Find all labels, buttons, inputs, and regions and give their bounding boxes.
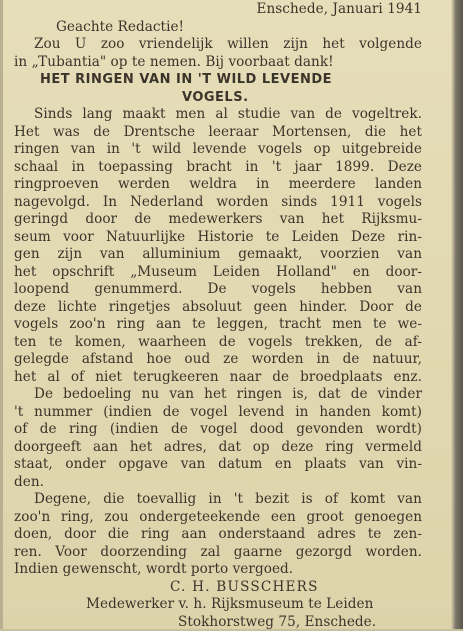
paragraph-line: of de ring (indien de vogel dood gevonden wordt) xyxy=(14,421,422,439)
signature-title: Medewerker v. h. Rijksmuseum te Leiden xyxy=(14,596,422,614)
intro-line: in „Tubantia" op te nemen. Bij voorbaat dank! xyxy=(14,54,422,72)
paragraph-line: deze lichte ringetjes absoluut geen hinder. Door de xyxy=(14,299,422,317)
paragraph-line: Degene, die toevallig in 't bezit is of komt van xyxy=(14,491,422,509)
letter-body xyxy=(14,0,422,631)
paragraph-line: het opschrift „Museum Leiden Holland" en door- xyxy=(14,264,422,282)
paragraph-1 xyxy=(14,106,422,386)
paragraph-line: De bedoeling nu van het ringen is, dat de vinder xyxy=(14,386,422,404)
headline-line: VOGELS. xyxy=(14,89,422,107)
paragraph-line: doorgeeft aan het adres, dat op deze ring vermeld xyxy=(14,439,422,457)
paragraph-line: schaal in toepassing bracht in 't jaar 1899. Deze xyxy=(14,159,422,177)
paragraph-line: doen, door die ring aan onderstaand adres te zen- xyxy=(14,526,422,544)
paragraph-line: gen zijn van alluminium gemaakt, voorzien van xyxy=(14,246,422,264)
paragraph-line: gelegde afstand hoe oud ze worden in de natuur, xyxy=(14,351,422,369)
paragraph-line: zoo'n ring, zou ondergeteekende een groot genoegen xyxy=(14,509,422,527)
paragraph-line: nagevolgd. In Nederland worden sinds 1911 vogels xyxy=(14,194,422,212)
headline xyxy=(14,71,422,106)
paragraph-line: vogels zoo'n ring aan te leggen, tracht men te we- xyxy=(14,316,422,334)
paragraph-line: ren. Voor doorzending zal gaarne gezorgd worden. xyxy=(14,544,422,562)
paragraph-line: geringd door de medewerkers van het Rijksmu- xyxy=(14,211,422,229)
paragraph-line: Indien gewenscht, wordt porto vergoed. xyxy=(14,561,422,579)
intro-line: Zou U zoo vriendelijk willen zijn het volgende xyxy=(14,36,422,54)
dateline: Enschede, Januari 1941 xyxy=(14,0,422,19)
salutation: Geachte Redactie! xyxy=(14,19,422,37)
signature-block xyxy=(14,579,422,631)
signature-address: Stokhorstweg 75, Enschede. xyxy=(14,614,422,631)
paragraph-line: loopend genummerd. De vogels hebben van xyxy=(14,281,422,299)
headline-line: HET RINGEN VAN IN 'T WILD LEVENDE xyxy=(14,71,422,89)
paragraph-line: het al of niet terugkeeren naar de broedplaats enz. xyxy=(14,369,422,387)
paragraph-line: ringen van in 't wild levende vogels op uitgebreide xyxy=(14,141,422,159)
paragraph-line: den. xyxy=(14,474,422,492)
page-edge-left xyxy=(0,0,3,629)
signature-name: C. H. BUSSCHERS xyxy=(14,579,422,597)
paragraph-line: seum voor Natuurlijke Historie te Leiden Deze rin- xyxy=(14,229,422,247)
paragraph-line: 't nummer (indien de vogel levend in handen komt) xyxy=(14,404,422,422)
paragraph-line: ringproeven werden weldra in meerdere landen xyxy=(14,176,422,194)
paragraph-3 xyxy=(14,491,422,579)
paragraph-line: ten te komen, waarheen de vogels trekken, de af- xyxy=(14,334,422,352)
intro-paragraph xyxy=(14,36,422,71)
paragraph-line: Sinds lang maakt men al studie van de vogeltrek. xyxy=(14,106,422,124)
paragraph-2 xyxy=(14,386,422,491)
paragraph-line: staat, onder opgave van datum en plaats van vin- xyxy=(14,456,422,474)
paragraph-line: Het was de Drentsche leeraar Mortensen, die het xyxy=(14,124,422,142)
page-edge-shadow xyxy=(451,0,463,629)
